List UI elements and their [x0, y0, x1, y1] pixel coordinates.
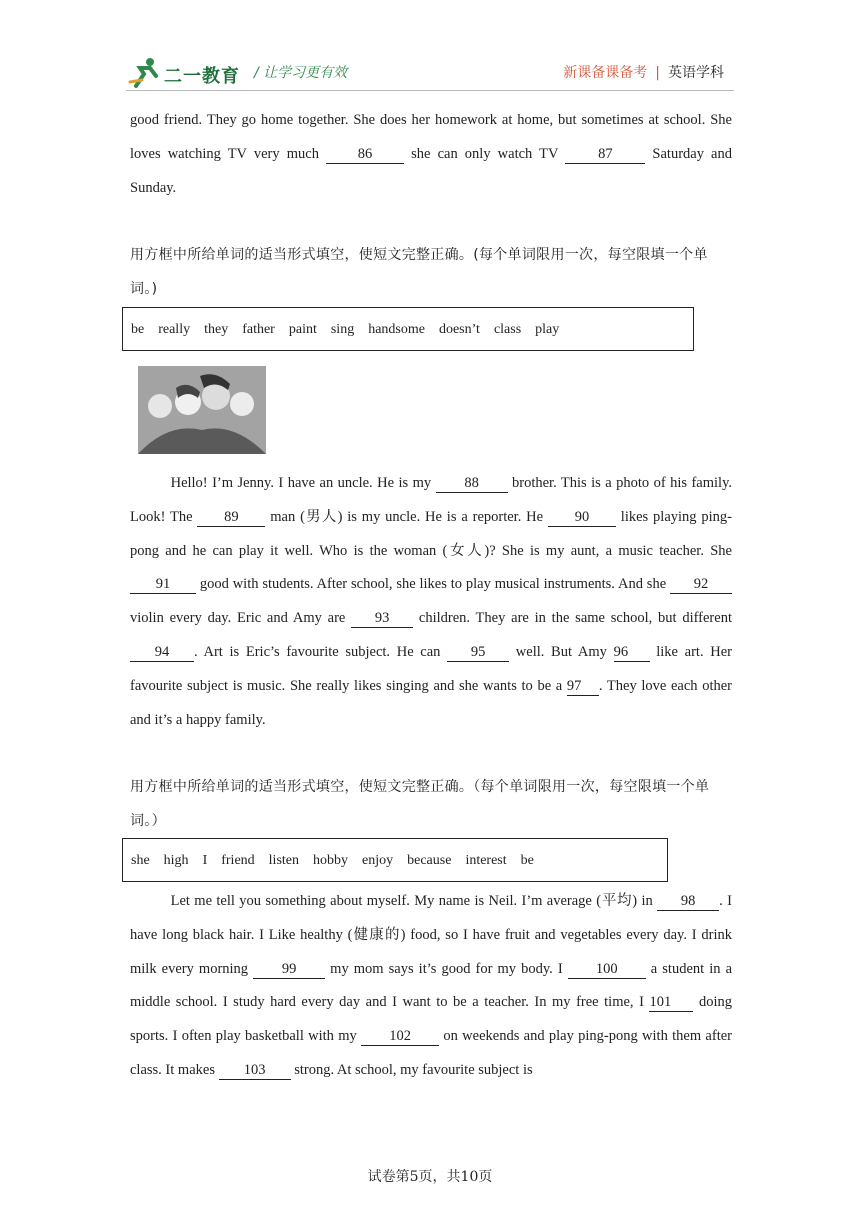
box2-word-4: listen: [268, 853, 300, 868]
box1-word-6: handsome: [368, 322, 425, 337]
box2-word-6: enjoy: [362, 853, 394, 868]
header-right: [563, 62, 724, 82]
blank-97: 97: [567, 677, 599, 696]
word-box-content: [122, 838, 668, 882]
blank-90: 90: [548, 508, 616, 527]
blank-102: 102: [361, 1027, 439, 1046]
box1-word-9: play: [535, 322, 560, 337]
box2-word-8: interest: [465, 853, 507, 868]
blank-94: 94: [130, 643, 194, 662]
word-box-1: [122, 307, 694, 351]
blank-103: 103: [219, 1061, 291, 1080]
word-box-2: [122, 838, 668, 882]
blank-101: 101: [649, 993, 693, 1012]
box2-word-3: friend: [221, 853, 255, 868]
box1-word-7: doesn’t: [438, 322, 480, 337]
box2-word-1: high: [163, 853, 189, 868]
header-divider: [126, 90, 734, 91]
box2-word-7: because: [407, 853, 452, 868]
blank-86: 86: [326, 145, 404, 164]
blank-93: 93: [351, 609, 413, 628]
instruction-text: 用方框中所给单词的适当形式填空，使短文完整正确。(每个单词限用一次，每空限填一个单词。): [130, 247, 708, 297]
box2-word-2: I: [202, 853, 208, 868]
blank-92: 92: [670, 575, 732, 594]
blank-99: 99: [253, 960, 325, 979]
blank-89: 89: [197, 508, 265, 527]
box1-word-4: paint: [288, 322, 317, 337]
box1-word-2: they: [204, 322, 229, 337]
top-paragraph: good friend. They go home together. She does her homework at home, but sometimes at school. She loves watching TV very much 86 she can only watch TV 87 Saturday and Sunday.: [130, 112, 732, 196]
box1-word-3: father: [242, 322, 275, 337]
header-subject: 英语学科: [668, 65, 724, 81]
box1-word-1: really: [158, 322, 191, 337]
logo-text: 二一教育: [164, 66, 240, 87]
word-box-content: [122, 307, 694, 351]
box2-word-0: she: [131, 853, 150, 868]
blank-100: 100: [568, 960, 646, 979]
box2-word-9: be: [520, 853, 534, 868]
page-footer: 试卷第5页，共10页: [367, 1169, 493, 1185]
box1-word-5: sing: [330, 322, 355, 337]
slogan: / 让学习更有效: [254, 65, 348, 81]
box2-word-5: hobby: [313, 853, 349, 868]
header-separator: |: [655, 65, 660, 81]
blank-95: 95: [447, 643, 509, 662]
blank-98: 98: [657, 892, 719, 911]
runner-logo-icon: [128, 56, 162, 90]
blank-91: 91: [130, 575, 196, 594]
page-header: [0, 0, 860, 100]
instruction-text-2: 用方框中所给单词的适当形式填空，使短文完整正确。（每个单词限用一次，每空限填一个单词。）: [130, 779, 710, 829]
family-photo: [138, 366, 266, 454]
blank-87: 87: [565, 145, 645, 164]
box1-word-8: class: [493, 322, 522, 337]
blank-96: 96: [614, 643, 650, 662]
blank-88: 88: [436, 474, 508, 493]
family-photo-wrap: [130, 352, 732, 459]
header-tag: 新课备课备考: [563, 65, 648, 81]
section-1-instruction: [130, 238, 732, 306]
passage-2: Let me tell you something about myself. My name is Neil. I’m average (平均) in 98 . I have long black hair. I Like healthy (健康的) food, so I have fruit and vegetables every day. I drink milk every morning 99 my mom says it’s good for my body. I 100 a student in a middle school. I study hard every day and I want to be a teacher. In my free time, I 101 doing sports. I often play basketball with my 102 on weekends and play ping-pong with them after class. It makes 103 strong. At school, my favourite subject is: [130, 893, 733, 1078]
section-2-instruction: [130, 770, 732, 838]
passage-1: Hello! I’m Jenny. I have an uncle. He is my 88 brother. This is a photo of his family. Look! The 89 man (男人) is my uncle. He is a reporter. He 90 likes playing ping-pong and he can play it well. Who is the woman (女人)? She is my aunt, a music teacher. She 91 good with students. After school, she likes to play musical instruments. And she 92 violin every day. Eric and Amy are 93 children. They are in the same school, but different 94 . Art is Eric’s favourite subject. He can 95 well. But Amy 96 like art. Her favourite subject is music. She really likes singing and she wants to be a 97 . They love each other and it’s a happy family.: [130, 475, 733, 728]
box1-word-0: be: [131, 322, 145, 337]
logo: [128, 56, 248, 90]
